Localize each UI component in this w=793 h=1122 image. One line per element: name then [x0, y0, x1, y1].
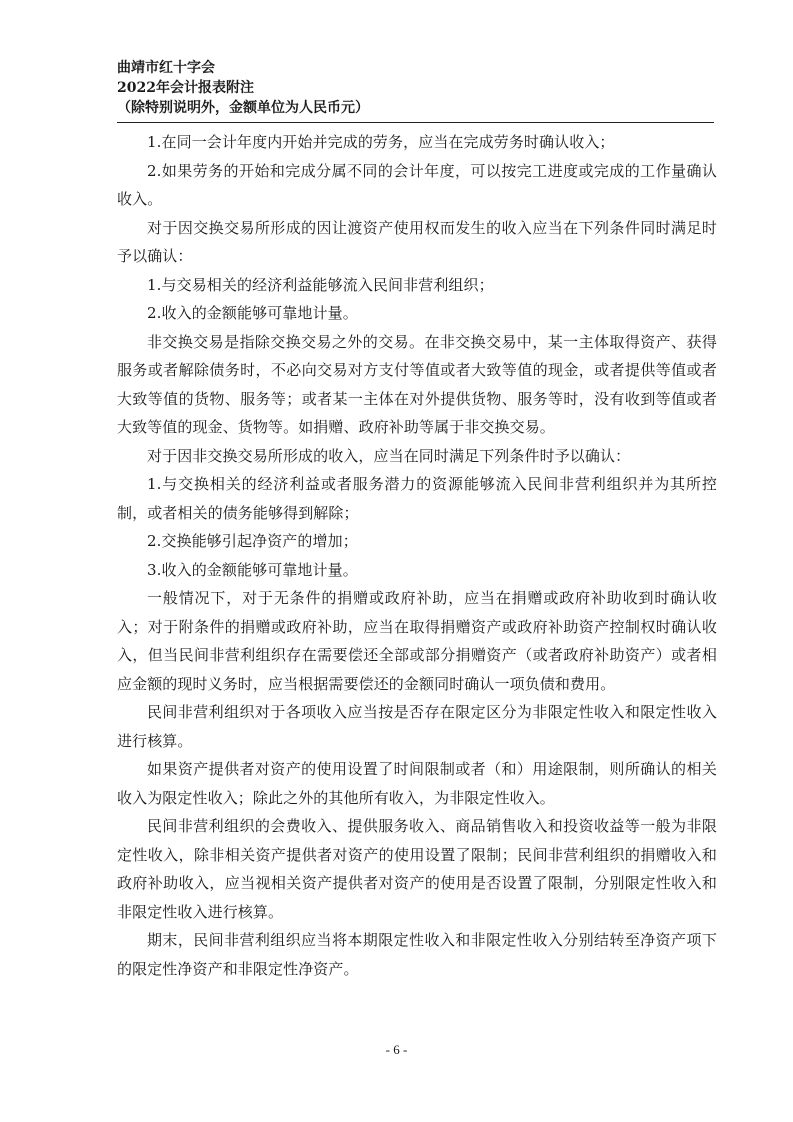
currency-note: （除特别说明外，金额单位为人民币元）	[117, 100, 369, 116]
header-divider	[117, 122, 714, 123]
paragraph: 3.收入的金额能够可靠地计量。	[147, 560, 358, 579]
document-body	[117, 128, 717, 983]
paragraph: 一般情况下，对于无条件的捐赠或政府补助，应当在捐赠或政府补助收到时确认收入；对于附条件的捐赠或政府补助，应当在取得捐赠资产或政府补助资产控制权时确认收入，但当民间非营利组织存在需要偿还全部或部分捐赠资产（或者政府补助资产）或者相应金额的现时义务时，应当根据需要偿还的金额同时确认一项负债和费用。	[117, 589, 717, 693]
paragraph: 对于因非交换交易所形成的收入，应当在同时满足下列条件时予以确认：	[147, 446, 631, 465]
page-number: - 6 -	[385, 1042, 408, 1057]
paragraph: 1.与交易相关的经济利益能够流入民间非营利组织；	[147, 275, 494, 294]
paragraph: 期末，民间非营利组织应当将本期限定性收入和非限定性收入分别结转至净资产项下的限定性净资产和非限定性净资产。	[117, 931, 717, 978]
paragraph: 对于因交换交易所形成的因让渡资产使用权而发生的收入应当在下列条件同时满足时予以确认：	[117, 218, 717, 265]
organization-name: 曲靖市红十字会	[117, 60, 215, 76]
paragraph: 2.如果劳务的开始和完成分属不同的会计年度，可以按完工进度或完成的工作量确认收入。	[117, 161, 717, 208]
paragraph: 1.与交换相关的经济利益或者服务潜力的资源能够流入民间非营利组织并为其所控制，或者相关的债务能够得到解除；	[117, 475, 717, 522]
paragraph: 1.在同一会计年度内开始并完成的劳务，应当在完成劳务时确认收入；	[147, 133, 615, 151]
paragraph: 民间非营利组织对于各项收入应当按是否存在限定区分为非限定性收入和限定性收入进行核算。	[117, 703, 717, 750]
document-title: 2022年会计报表附注	[117, 80, 254, 96]
paragraph: 2.交换能够引起净资产的增加；	[147, 532, 358, 550]
paragraph: 2.收入的金额能够可靠地计量。	[147, 304, 358, 322]
paragraph: 非交换交易是指除交换交易之外的交易。在非交换交易中，某一主体取得资产、获得服务或者解除债务时，不必向交易对方支付等值或者大致等值的现金，或者提供等值或者大致等值的货物、服务等；或者某一主体在对外提供货物、服务等时，没有收到等值或者大致等值的现金、货物等。如捐赠、政府补助等属于非交换交易。	[117, 332, 717, 436]
paragraph: 如果资产提供者对资产的使用设置了时间限制或者（和）用途限制，则所确认的相关收入为限定性收入；除此之外的其他所有收入，为非限定性收入。	[117, 760, 717, 807]
paragraph: 民间非营利组织的会费收入、提供服务收入、商品销售收入和投资收益等一般为非限定性收入，除非相关资产提供者对资产的使用设置了限制；民间非营利组织的捐赠收入和政府补助收入，应当视相关资产提供者对资产的使用是否设置了限制，分别限定性收入和非限定性收入进行核算。	[117, 817, 717, 921]
document-header	[117, 58, 717, 118]
